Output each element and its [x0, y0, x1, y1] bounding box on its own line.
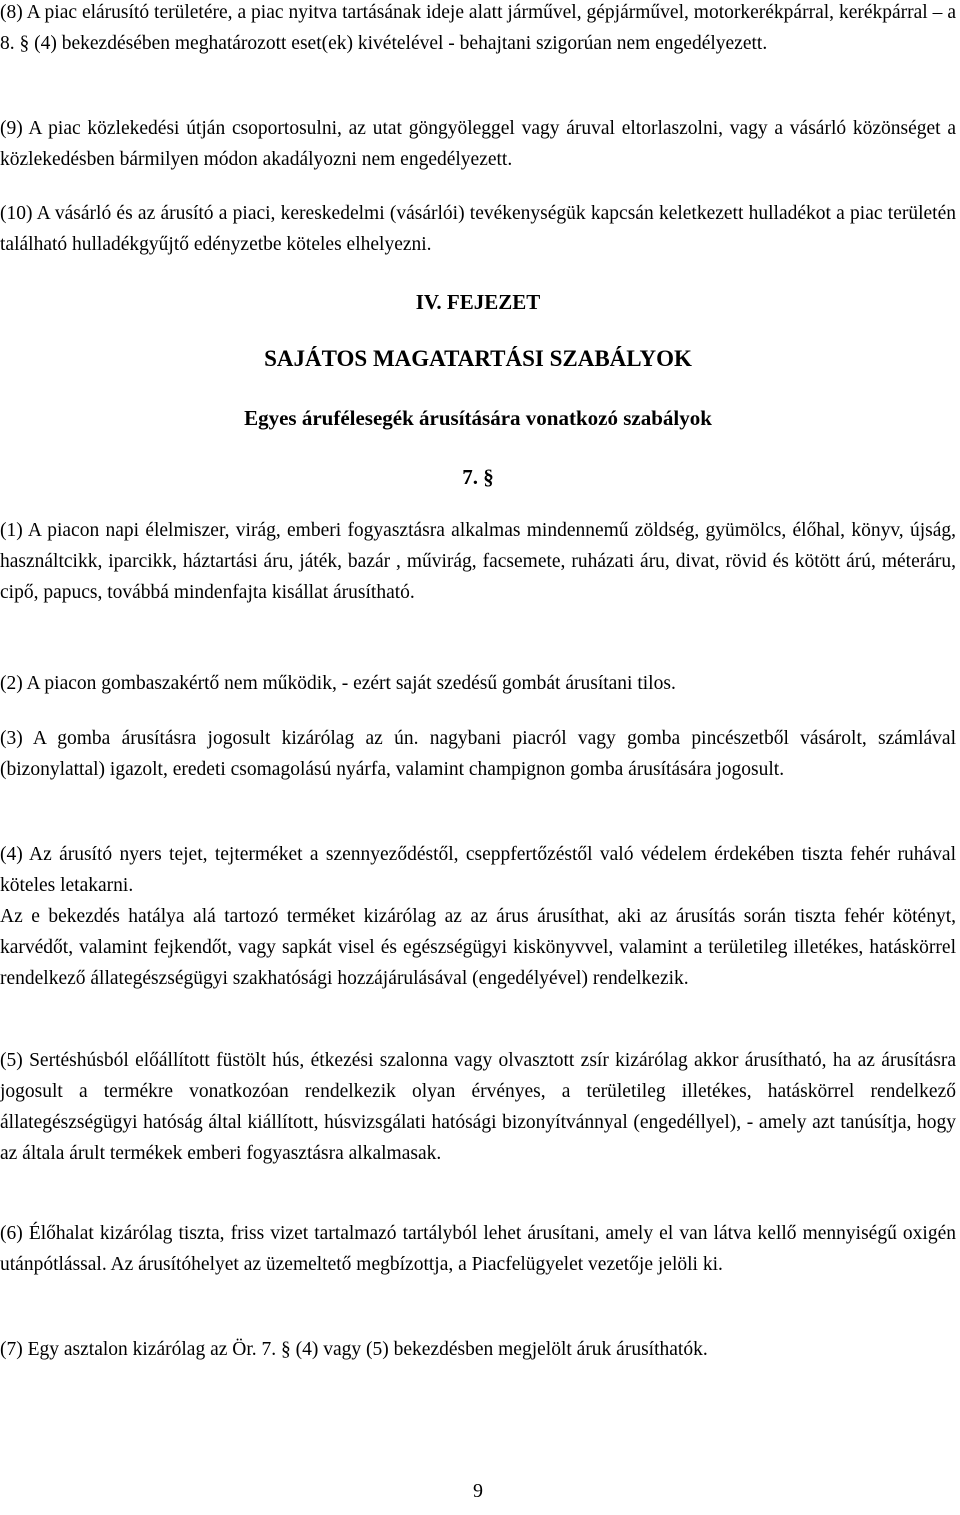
chapter-subtitle: Egyes árufélesegék árusítására vonatkozó szabályok	[244, 406, 712, 430]
chapter-number: IV. FEJEZET	[415, 290, 541, 314]
section-paragraph-4: (4) Az árusító nyers tejet, tejterméket a szennyeződéstől, cseppfertőzéstől való védelem érdekében tiszta fehér ruhával köteles letakarni.	[0, 844, 956, 896]
section-paragraph-5: (5) Sertéshúsból előállított füstölt hús, étkezési szalonna vagy olvasztott zsír kizárólag akkor árusítható, ha az árusításra jogosult a termékre vonatkozóan rendelkezik olyan érvényes, a területileg illetékes, hatáskörrel rendelkező állategészségügyi hatóság által kiállított, húsvizsgálati hatósági bizonyítvánnyal (engedéllyel), - amely azt tanúsítja, hogy az általa árult termékek emberi fogyasztásra alkalmasak.	[0, 1050, 956, 1164]
paragraph-8: (8) A piac elárusító területére, a piac nyitva tartásának ideje alatt járművel, gépjárművel, motorkerékpárral, kerékpárral – a 8. § (4) bekezdésében meghatározott eset(ek) kivételével - behajtani szigorúan nem engedélyezett.	[0, 2, 956, 54]
section-paragraph-3: (3) A gomba árusításra jogosult kizárólag az ún. nagybani piacról vagy gomba pincészetből vásárolt, számlával (bizonylattal) igazolt, eredeti csomagolású nyárfa, valamint champignon gomba árusítására jogosult.	[0, 728, 956, 780]
section-paragraph-2: (2) A piacon gombaszakértő nem működik, - ezért saját szedésű gombát árusítani tilos.	[0, 673, 676, 694]
paragraph-9: (9) A piac közlekedési útján csoportosulni, az utat göngyöleggel vagy áruval eltorlaszolni, vagy a vásárló közönséget a közlekedésben bármilyen módon akadályozni nem engedélyezett.	[0, 118, 956, 170]
chapter-title: SAJÁTOS MAGATARTÁSI SZABÁLYOK	[264, 346, 692, 371]
section-number: 7. §	[462, 465, 494, 489]
section-paragraph-7: (7) Egy asztalon kizárólag az Ör. 7. § (4) vagy (5) bekezdésben megjelölt áruk árusíthatók.	[0, 1339, 708, 1360]
section-paragraph-1: (1) A piacon napi élelmiszer, virág, emberi fogyasztásra alkalmas mindennemű zöldség, gyümölcs, élőhal, könyv, újság, használtcikk, iparcikk, háztartási áru, játék, bazár , művirág, facsemete, ruházati áru, divat, rövid és kötött árú, méteráru, cipő, papucs, továbbá mindenfajta kisállat árusítható.	[0, 520, 956, 603]
section-paragraph-6: (6) Élőhalat kizárólag tiszta, friss vizet tartalmazó tartályból lehet árusítani, amely el van látva kellő mennyiségű oxigén utánpótlással. Az árusítóhelyet az üzemeltető megbízottja, a Piacfelügyelet vezetője jelöli ki.	[0, 1223, 956, 1275]
section-paragraph-4-continued: Az e bekezdés hatálya alá tartozó terméket kizárólag az az árus árusíthat, aki az árusítás során tiszta fehér kötényt, karvédőt, valamint fejkendőt, vagy sapkát visel és egészségügyi kiskönyvvel, valamint a területileg illetékes, hatáskörrel rendelkező állategészségügyi szakhatósági hozzájárulásával (engedélyével) rendelkezik.	[0, 906, 956, 989]
page-number: 9	[473, 1480, 483, 1502]
paragraph-10: (10) A vásárló és az árusító a piaci, kereskedelmi (vásárlói) tevékenységük kapcsán keletkezett hulladékot a piac területén található hulladékgyűjtő edényzetbe köteles elhelyezni.	[0, 203, 956, 255]
